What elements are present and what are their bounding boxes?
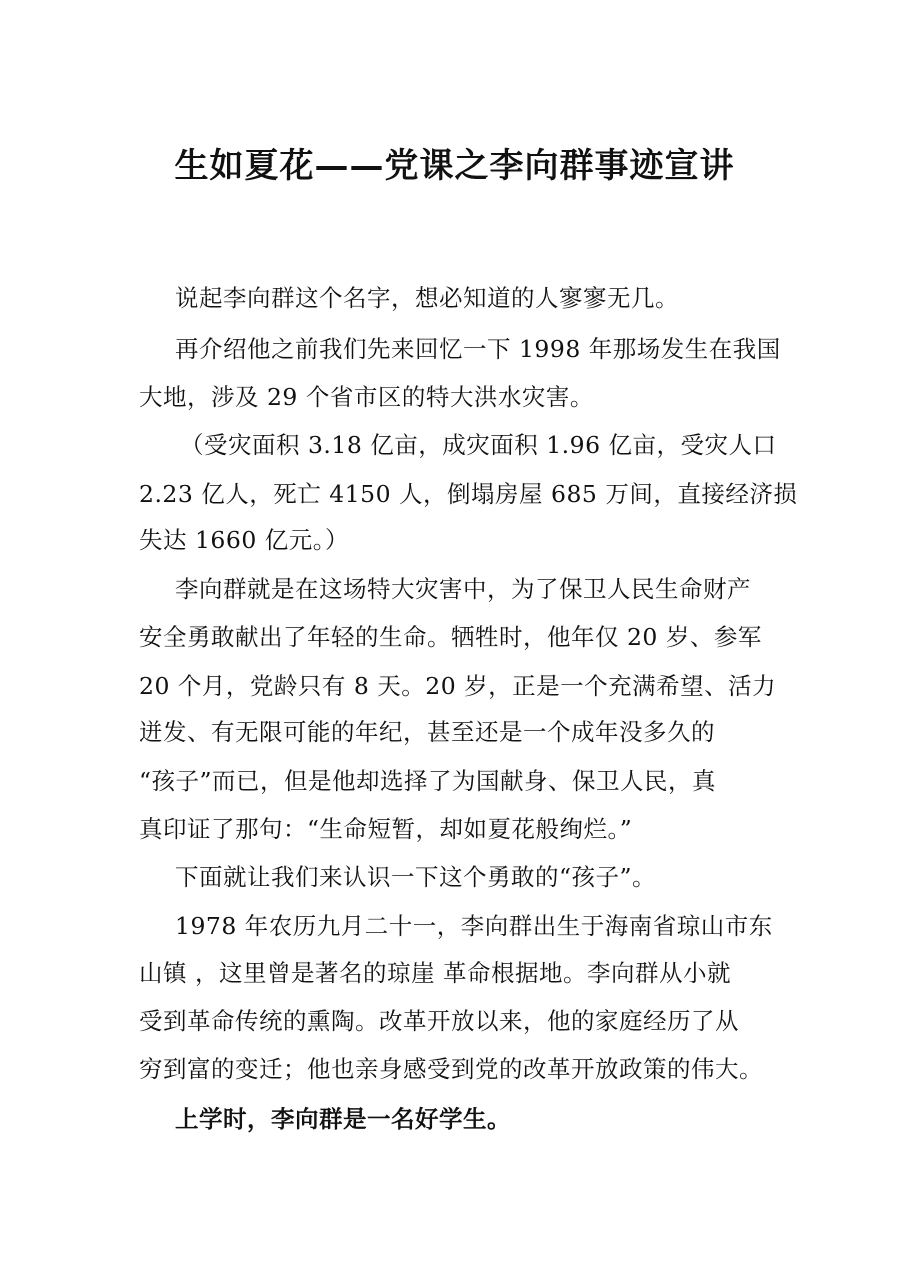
paragraph-line: 穷到富的变迁；他也亲身感受到党的改革开放政策的伟大。 xyxy=(139,1055,763,1083)
paragraph-line: 安全勇敢献出了年轻的生命。牺牲时，他年仅 20 岁、参军 xyxy=(139,623,762,651)
paragraph-line: 受到革命传统的熏陶。改革开放以来，他的家庭经历了从 xyxy=(139,1007,739,1035)
paragraph-line: 山镇 ，这里曾是著名的琼崖 革命根据地。李向群从小就 xyxy=(139,959,731,987)
paragraph-line: （受灾面积 3.18 亿亩，成灾面积 1.96 亿亩，受灾人口 xyxy=(180,431,777,459)
paragraph-line: 下面就让我们来认识一下这个勇敢的“孩子”。 xyxy=(175,863,657,891)
paragraph-line: 真印证了那句：“生命短暂，却如夏花般绚烂。” xyxy=(139,815,633,843)
paragraph-line: 1978 年农历九月二十一，李向群出生于海南省琼山市东 xyxy=(175,912,773,940)
paragraph-line: 再介绍他之前我们先来回忆一下 1998 年那场发生在我国 xyxy=(175,335,781,363)
paragraph-line: 迸发、有无限可能的年纪，甚至还是一个成年没多久的 xyxy=(139,718,715,746)
paragraph-line: 说起李向群这个名字，想必知道的人寥寥无几。 xyxy=(175,284,679,312)
paragraph-line: 李向群就是在这场特大灾害中，为了保卫人民生命财产 xyxy=(175,575,751,603)
paragraph-line: 20 个月，党龄只有 8 天。20 岁，正是一个充满希望、活力 xyxy=(139,672,777,700)
paragraph-line: 失达 1660 亿元。） xyxy=(139,526,349,554)
paragraph-line: 2.23 亿人，死亡 4150 人，倒塌房屋 685 万间，直接经济损 xyxy=(139,480,798,508)
document-title: 生如夏花——党课之李向群事迹宣讲 xyxy=(174,146,735,186)
paragraph-line: “孩子”而已，但是他却选择了为国献身、保卫人民，真 xyxy=(139,767,717,795)
paragraph-heading-line: 上学时，李向群是一名好学生。 xyxy=(175,1105,511,1133)
paragraph-line: 大地，涉及 29 个省市区的特大洪水灾害。 xyxy=(139,383,594,411)
